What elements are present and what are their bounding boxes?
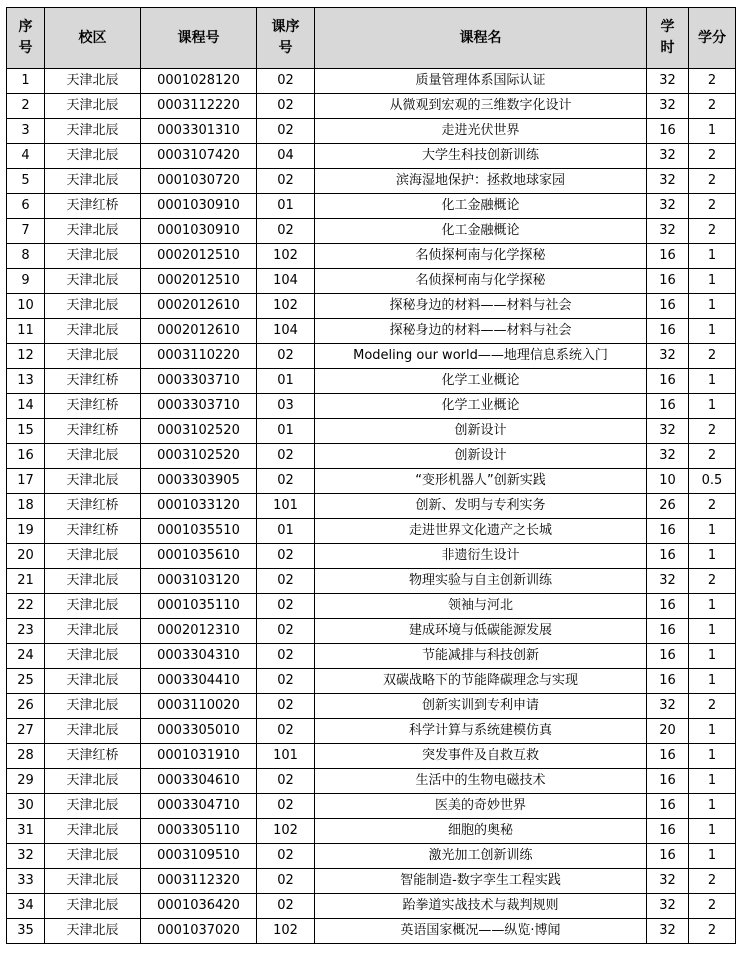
cell-credit: 2	[689, 94, 736, 119]
cell-hours: 16	[647, 269, 689, 294]
cell-seq: 4	[7, 144, 45, 169]
table-row	[7, 919, 736, 944]
cell-course-seq: 02	[257, 119, 315, 144]
cell-seq: 11	[7, 319, 45, 344]
cell-seq: 6	[7, 194, 45, 219]
header-course-code: 课程号	[141, 8, 257, 69]
cell-course-code: 0001035610	[141, 544, 257, 569]
table-row	[7, 469, 736, 494]
cell-hours: 32	[647, 419, 689, 444]
cell-campus: 天津北辰	[45, 544, 141, 569]
cell-campus: 天津北辰	[45, 869, 141, 894]
cell-course-name: “变形机器人”创新实践	[315, 469, 647, 494]
cell-course-seq: 02	[257, 769, 315, 794]
cell-course-name: 质量管理体系国际认证	[315, 69, 647, 94]
cell-course-name: 走进光伏世界	[315, 119, 647, 144]
table-row	[7, 744, 736, 769]
cell-credit: 2	[689, 419, 736, 444]
cell-course-seq: 102	[257, 244, 315, 269]
cell-credit: 1	[689, 119, 736, 144]
cell-campus: 天津北辰	[45, 344, 141, 369]
cell-course-seq: 02	[257, 219, 315, 244]
cell-campus: 天津北辰	[45, 719, 141, 744]
cell-credit: 2	[689, 169, 736, 194]
cell-campus: 天津北辰	[45, 644, 141, 669]
cell-credit: 1	[689, 394, 736, 419]
cell-credit: 1	[689, 819, 736, 844]
table-row	[7, 819, 736, 844]
cell-course-code: 0003301310	[141, 119, 257, 144]
cell-hours: 32	[647, 694, 689, 719]
cell-seq: 20	[7, 544, 45, 569]
table-row	[7, 444, 736, 469]
table-row	[7, 894, 736, 919]
cell-course-name: 非遗衍生设计	[315, 544, 647, 569]
cell-credit: 1	[689, 719, 736, 744]
cell-campus: 天津北辰	[45, 569, 141, 594]
cell-course-seq: 104	[257, 269, 315, 294]
cell-course-seq: 02	[257, 169, 315, 194]
cell-course-name: 化工金融概论	[315, 194, 647, 219]
cell-seq: 27	[7, 719, 45, 744]
cell-hours: 16	[647, 544, 689, 569]
cell-course-code: 0001035510	[141, 519, 257, 544]
cell-course-seq: 01	[257, 369, 315, 394]
cell-campus: 天津北辰	[45, 69, 141, 94]
cell-campus: 天津北辰	[45, 319, 141, 344]
header-hours: 学时	[647, 8, 689, 69]
cell-seq: 18	[7, 494, 45, 519]
cell-seq: 21	[7, 569, 45, 594]
cell-seq: 16	[7, 444, 45, 469]
cell-course-name: 滨海湿地保护：拯救地球家园	[315, 169, 647, 194]
cell-course-code: 0003303710	[141, 394, 257, 419]
cell-course-seq: 104	[257, 319, 315, 344]
cell-hours: 16	[647, 619, 689, 644]
cell-hours: 16	[647, 819, 689, 844]
table-row	[7, 419, 736, 444]
cell-course-code: 0001028120	[141, 69, 257, 94]
cell-course-name: 名侦探柯南与化学探秘	[315, 244, 647, 269]
cell-credit: 1	[689, 544, 736, 569]
cell-hours: 32	[647, 194, 689, 219]
cell-seq: 7	[7, 219, 45, 244]
cell-course-name: 建成环境与低碳能源发展	[315, 619, 647, 644]
cell-course-code: 0003102520	[141, 444, 257, 469]
cell-course-seq: 01	[257, 419, 315, 444]
table-row	[7, 144, 736, 169]
cell-hours: 32	[647, 444, 689, 469]
cell-credit: 2	[689, 344, 736, 369]
cell-course-name: 双碳战略下的节能降碳理念与实现	[315, 669, 647, 694]
cell-hours: 32	[647, 919, 689, 944]
cell-credit: 2	[689, 194, 736, 219]
cell-course-seq: 02	[257, 644, 315, 669]
cell-course-seq: 04	[257, 144, 315, 169]
cell-hours: 16	[647, 794, 689, 819]
cell-course-code: 0002012510	[141, 269, 257, 294]
cell-campus: 天津红桥	[45, 419, 141, 444]
cell-seq: 14	[7, 394, 45, 419]
table-row	[7, 244, 736, 269]
cell-course-code: 0002012310	[141, 619, 257, 644]
course-table-container	[6, 7, 736, 944]
cell-campus: 天津北辰	[45, 269, 141, 294]
cell-course-seq: 03	[257, 394, 315, 419]
cell-credit: 1	[689, 644, 736, 669]
cell-credit: 1	[689, 269, 736, 294]
cell-campus: 天津北辰	[45, 444, 141, 469]
cell-hours: 16	[647, 244, 689, 269]
cell-credit: 2	[689, 919, 736, 944]
table-row	[7, 269, 736, 294]
cell-course-name: 名侦探柯南与化学探秘	[315, 269, 647, 294]
cell-course-code: 0003107420	[141, 144, 257, 169]
cell-credit: 1	[689, 519, 736, 544]
cell-course-name: 生活中的生物电磁技术	[315, 769, 647, 794]
cell-hours: 32	[647, 144, 689, 169]
table-body	[7, 69, 736, 944]
cell-course-code: 0003305010	[141, 719, 257, 744]
cell-course-seq: 02	[257, 594, 315, 619]
table-row	[7, 169, 736, 194]
cell-course-name: 创新、发明与专利实务	[315, 494, 647, 519]
cell-seq: 24	[7, 644, 45, 669]
cell-credit: 1	[689, 794, 736, 819]
cell-seq: 2	[7, 94, 45, 119]
cell-campus: 天津北辰	[45, 669, 141, 694]
cell-course-seq: 02	[257, 444, 315, 469]
cell-seq: 19	[7, 519, 45, 544]
cell-course-code: 0001030720	[141, 169, 257, 194]
cell-campus: 天津北辰	[45, 794, 141, 819]
cell-seq: 25	[7, 669, 45, 694]
table-row	[7, 844, 736, 869]
table-row	[7, 369, 736, 394]
table-row	[7, 194, 736, 219]
cell-course-code: 0003112320	[141, 869, 257, 894]
cell-course-name: 创新设计	[315, 419, 647, 444]
cell-course-code: 0001030910	[141, 219, 257, 244]
table-row	[7, 344, 736, 369]
cell-credit: 2	[689, 219, 736, 244]
cell-credit: 1	[689, 844, 736, 869]
cell-seq: 12	[7, 344, 45, 369]
cell-seq: 31	[7, 819, 45, 844]
cell-seq: 32	[7, 844, 45, 869]
cell-course-seq: 02	[257, 894, 315, 919]
cell-credit: 1	[689, 294, 736, 319]
cell-campus: 天津北辰	[45, 594, 141, 619]
cell-hours: 32	[647, 869, 689, 894]
cell-course-code: 0001037020	[141, 919, 257, 944]
cell-credit: 1	[689, 769, 736, 794]
cell-course-seq: 01	[257, 194, 315, 219]
cell-hours: 16	[647, 394, 689, 419]
cell-course-seq: 02	[257, 344, 315, 369]
cell-seq: 33	[7, 869, 45, 894]
cell-course-seq: 02	[257, 569, 315, 594]
cell-campus: 天津北辰	[45, 244, 141, 269]
cell-course-code: 0003304310	[141, 644, 257, 669]
cell-campus: 天津红桥	[45, 519, 141, 544]
cell-campus: 天津北辰	[45, 694, 141, 719]
cell-seq: 9	[7, 269, 45, 294]
cell-hours: 32	[647, 69, 689, 94]
cell-course-seq: 102	[257, 294, 315, 319]
header-seq: 序号	[7, 8, 45, 69]
cell-course-name: 智能制造-数字孪生工程实践	[315, 869, 647, 894]
cell-credit: 2	[689, 494, 736, 519]
cell-campus: 天津北辰	[45, 919, 141, 944]
cell-course-name: 科学计算与系统建模仿真	[315, 719, 647, 744]
cell-course-name: 走进世界文化遗产之长城	[315, 519, 647, 544]
cell-course-name: 领袖与河北	[315, 594, 647, 619]
cell-course-name: 跆拳道实战技术与裁判规则	[315, 894, 647, 919]
cell-course-name: 化学工业概论	[315, 394, 647, 419]
cell-credit: 2	[689, 694, 736, 719]
cell-campus: 天津北辰	[45, 294, 141, 319]
table-row	[7, 719, 736, 744]
cell-campus: 天津北辰	[45, 819, 141, 844]
table-row	[7, 544, 736, 569]
cell-course-name: 英语国家概况——纵览·博闻	[315, 919, 647, 944]
cell-course-name: 探秘身边的材料——材料与社会	[315, 294, 647, 319]
table-row	[7, 94, 736, 119]
cell-seq: 34	[7, 894, 45, 919]
cell-campus: 天津北辰	[45, 119, 141, 144]
cell-course-code: 0003103120	[141, 569, 257, 594]
table-row	[7, 394, 736, 419]
cell-credit: 1	[689, 244, 736, 269]
cell-seq: 28	[7, 744, 45, 769]
cell-campus: 天津红桥	[45, 194, 141, 219]
cell-credit: 1	[689, 369, 736, 394]
cell-campus: 天津北辰	[45, 219, 141, 244]
cell-campus: 天津北辰	[45, 469, 141, 494]
cell-hours: 16	[647, 744, 689, 769]
cell-course-seq: 02	[257, 94, 315, 119]
table-row	[7, 69, 736, 94]
cell-hours: 16	[647, 594, 689, 619]
cell-credit: 1	[689, 619, 736, 644]
cell-course-code: 0003110020	[141, 694, 257, 719]
header-course-seq: 课序号	[257, 8, 315, 69]
cell-credit: 1	[689, 669, 736, 694]
cell-course-seq: 02	[257, 694, 315, 719]
header-course-name: 课程名	[315, 8, 647, 69]
cell-course-name: 从微观到宏观的三维数字化设计	[315, 94, 647, 119]
cell-course-code: 0003109510	[141, 844, 257, 869]
table-row	[7, 769, 736, 794]
cell-course-code: 0003102520	[141, 419, 257, 444]
cell-hours: 20	[647, 719, 689, 744]
cell-seq: 5	[7, 169, 45, 194]
cell-course-code: 0003110220	[141, 344, 257, 369]
cell-campus: 天津北辰	[45, 769, 141, 794]
cell-hours: 10	[647, 469, 689, 494]
table-row	[7, 669, 736, 694]
cell-course-name: 创新实训到专利申请	[315, 694, 647, 719]
cell-campus: 天津北辰	[45, 169, 141, 194]
cell-credit: 1	[689, 594, 736, 619]
cell-hours: 32	[647, 169, 689, 194]
cell-course-seq: 02	[257, 719, 315, 744]
cell-seq: 30	[7, 794, 45, 819]
cell-course-name: Modeling our world——地理信息系统入门	[315, 344, 647, 369]
cell-credit: 2	[689, 869, 736, 894]
table-row	[7, 869, 736, 894]
cell-hours: 16	[647, 119, 689, 144]
table-row	[7, 494, 736, 519]
cell-course-name: 化工金融概论	[315, 219, 647, 244]
cell-course-code: 0001035110	[141, 594, 257, 619]
cell-seq: 26	[7, 694, 45, 719]
cell-hours: 32	[647, 569, 689, 594]
cell-course-name: 节能减排与科技创新	[315, 644, 647, 669]
cell-course-name: 突发事件及自救互救	[315, 744, 647, 769]
cell-credit: 2	[689, 569, 736, 594]
cell-campus: 天津红桥	[45, 494, 141, 519]
cell-course-code: 0003305110	[141, 819, 257, 844]
cell-course-seq: 02	[257, 844, 315, 869]
cell-credit: 1	[689, 744, 736, 769]
cell-hours: 16	[647, 844, 689, 869]
cell-course-code: 0002012610	[141, 319, 257, 344]
cell-hours: 16	[647, 319, 689, 344]
cell-course-code: 0002012510	[141, 244, 257, 269]
cell-hours: 32	[647, 894, 689, 919]
cell-course-seq: 02	[257, 869, 315, 894]
cell-course-name: 激光加工创新训练	[315, 844, 647, 869]
cell-course-name: 探秘身边的材料——材料与社会	[315, 319, 647, 344]
cell-course-seq: 01	[257, 519, 315, 544]
cell-campus: 天津红桥	[45, 369, 141, 394]
cell-course-code: 0003303905	[141, 469, 257, 494]
table-row	[7, 519, 736, 544]
table-row	[7, 569, 736, 594]
cell-credit: 2	[689, 444, 736, 469]
cell-seq: 10	[7, 294, 45, 319]
cell-course-code: 0001036420	[141, 894, 257, 919]
cell-course-seq: 02	[257, 469, 315, 494]
table-row	[7, 594, 736, 619]
cell-seq: 22	[7, 594, 45, 619]
cell-course-seq: 102	[257, 819, 315, 844]
cell-course-code: 0003304710	[141, 794, 257, 819]
cell-seq: 15	[7, 419, 45, 444]
course-table	[6, 7, 736, 944]
table-row	[7, 294, 736, 319]
cell-hours: 16	[647, 294, 689, 319]
cell-course-seq: 102	[257, 919, 315, 944]
cell-course-seq: 101	[257, 494, 315, 519]
cell-seq: 8	[7, 244, 45, 269]
cell-campus: 天津北辰	[45, 894, 141, 919]
cell-hours: 16	[647, 519, 689, 544]
cell-hours: 16	[647, 669, 689, 694]
cell-course-seq: 02	[257, 794, 315, 819]
cell-course-code: 0003304610	[141, 769, 257, 794]
cell-course-seq: 02	[257, 669, 315, 694]
cell-credit: 1	[689, 319, 736, 344]
cell-course-code: 0001030910	[141, 194, 257, 219]
cell-course-name: 细胞的奥秘	[315, 819, 647, 844]
cell-seq: 35	[7, 919, 45, 944]
cell-campus: 天津红桥	[45, 744, 141, 769]
cell-seq: 3	[7, 119, 45, 144]
cell-course-seq: 02	[257, 619, 315, 644]
table-row	[7, 319, 736, 344]
cell-campus: 天津北辰	[45, 144, 141, 169]
cell-course-code: 0003303710	[141, 369, 257, 394]
cell-credit: 0.5	[689, 469, 736, 494]
table-row	[7, 694, 736, 719]
cell-hours: 32	[647, 219, 689, 244]
header-campus: 校区	[45, 8, 141, 69]
cell-credit: 2	[689, 69, 736, 94]
cell-course-code: 0003112220	[141, 94, 257, 119]
table-header-row	[7, 8, 736, 69]
table-row	[7, 619, 736, 644]
cell-course-seq: 101	[257, 744, 315, 769]
header-credit: 学分	[689, 8, 736, 69]
cell-campus: 天津北辰	[45, 844, 141, 869]
cell-credit: 2	[689, 144, 736, 169]
cell-campus: 天津北辰	[45, 619, 141, 644]
cell-course-name: 物理实验与自主创新训练	[315, 569, 647, 594]
table-row	[7, 219, 736, 244]
cell-campus: 天津红桥	[45, 394, 141, 419]
cell-course-code: 0001031910	[141, 744, 257, 769]
table-row	[7, 644, 736, 669]
cell-hours: 16	[647, 369, 689, 394]
cell-course-name: 大学生科技创新训练	[315, 144, 647, 169]
cell-course-seq: 02	[257, 544, 315, 569]
cell-course-code: 0002012610	[141, 294, 257, 319]
table-row	[7, 794, 736, 819]
cell-course-name: 创新设计	[315, 444, 647, 469]
cell-course-seq: 02	[257, 69, 315, 94]
cell-hours: 32	[647, 344, 689, 369]
cell-course-code: 0003304410	[141, 669, 257, 694]
cell-course-name: 医美的奇妙世界	[315, 794, 647, 819]
cell-campus: 天津北辰	[45, 94, 141, 119]
cell-seq: 17	[7, 469, 45, 494]
cell-seq: 13	[7, 369, 45, 394]
cell-hours: 26	[647, 494, 689, 519]
cell-course-name: 化学工业概论	[315, 369, 647, 394]
cell-seq: 23	[7, 619, 45, 644]
cell-seq: 29	[7, 769, 45, 794]
table-row	[7, 119, 736, 144]
cell-hours: 16	[647, 644, 689, 669]
cell-hours: 32	[647, 94, 689, 119]
cell-seq: 1	[7, 69, 45, 94]
cell-hours: 16	[647, 769, 689, 794]
cell-course-code: 0001033120	[141, 494, 257, 519]
cell-credit: 2	[689, 894, 736, 919]
